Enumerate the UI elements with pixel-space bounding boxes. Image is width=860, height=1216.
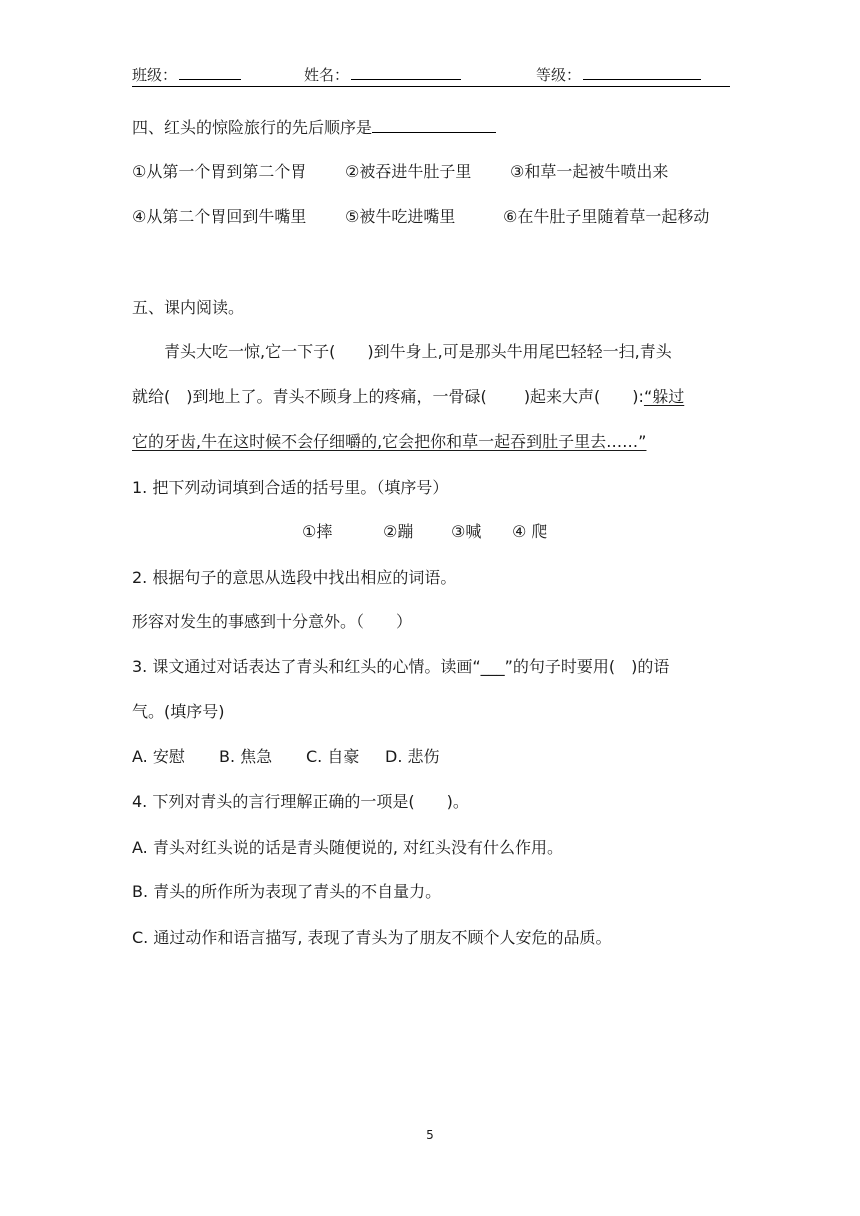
option-4: ④从第二个胃回到牛嘴里 [132, 207, 307, 226]
name-label: 姓名： [304, 66, 350, 84]
page-header [132, 64, 730, 87]
question-1: 1. 把下列动词填到合适的括号里。（填序号） [132, 478, 449, 497]
question-2-sub: 形容对发生的事感到十分意外。（ ） [132, 612, 413, 631]
option-6: ⑥在牛肚子里随着草一起移动 [503, 207, 710, 226]
question-4: 4. 下列对青头的言行理解正确的一项是( )。 [132, 792, 469, 811]
q4-option-a: A. 青头对红头说的话是青头随便说的, 对红头没有什么作用。 [132, 838, 564, 857]
section4-title-line [132, 116, 496, 140]
section4-answer-blank[interactable] [372, 116, 496, 133]
name-blank[interactable] [351, 65, 461, 80]
passage-line-2 [132, 385, 684, 409]
name-field [304, 64, 461, 85]
passage-quote-start: “躲过 [643, 387, 685, 406]
q3-option-a: A. 安慰 [132, 747, 185, 766]
q1-option-4: ④ 爬 [512, 522, 548, 541]
grade-blank[interactable] [583, 65, 701, 80]
q3-option-c: C. 自豪 [306, 747, 360, 766]
q4-option-c: C. 通过动作和语言描写, 表现了青头为了朋友不顾个人安危的品质。 [132, 928, 612, 947]
class-blank[interactable] [179, 65, 241, 80]
question-2: 2. 根据句子的意思从选段中找出相应的词语。 [132, 568, 457, 587]
q1-option-2: ②蹦 [383, 522, 414, 541]
option-1: ①从第一个胃到第二个胃 [132, 162, 307, 181]
q1-option-1: ①摔 [302, 522, 333, 541]
question-3-line-1: 3. 课文通过对话表达了青头和红头的心情。读画“___”的句子时要用( )的语 [132, 657, 670, 676]
passage-line-2-plain: 就给( )到地上了。青头不顾身上的疼痛，一骨碌( )起来大声( ): [132, 387, 644, 406]
q4-option-b: B. 青头的所作所为表现了青头的不自量力。 [132, 882, 442, 901]
grade-field [536, 64, 701, 85]
option-2: ②被吞进牛肚子里 [345, 162, 472, 181]
section5-title: 五、课内阅读。 [132, 298, 245, 317]
section4-title: 四、红头的惊险旅行的先后顺序是 [132, 118, 373, 137]
q1-option-3: ③喊 [451, 522, 482, 541]
passage-line-1: 青头大吃一惊,它一下子( )到牛身上,可是那头牛用尾巴轻轻一扫,青头 [164, 342, 672, 361]
q3-option-d: D. 悲伤 [385, 747, 440, 766]
class-label: 班级： [132, 66, 178, 84]
question-3-line-2: 气。(填序号) [132, 702, 225, 721]
grade-label: 等级： [536, 66, 582, 84]
option-3: ③和草一起被牛喷出来 [510, 162, 669, 181]
class-field [132, 64, 241, 85]
page-number: 5 [426, 1128, 434, 1142]
passage-line-3: 它的牙齿,牛在这时候不会仔细嚼的,它会把你和草一起吞到肚子里去……” [132, 432, 647, 451]
option-5: ⑤被牛吃进嘴里 [345, 207, 456, 226]
q3-option-b: B. 焦急 [219, 747, 273, 766]
